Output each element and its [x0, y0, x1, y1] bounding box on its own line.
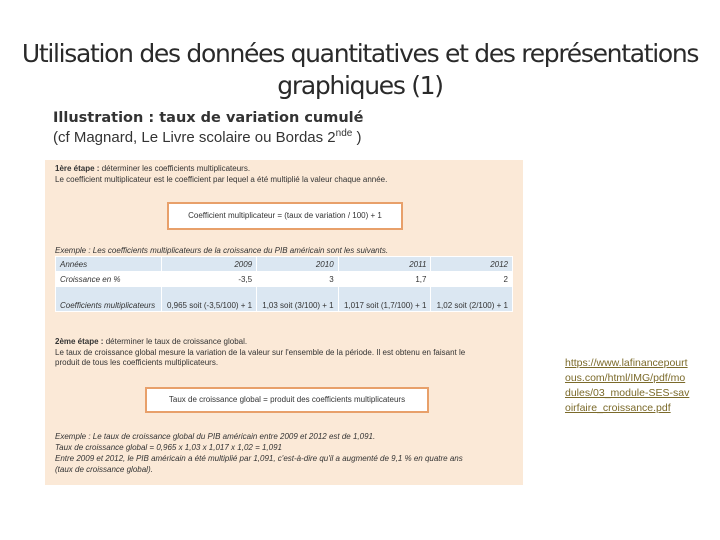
table-cell: 2010 — [257, 257, 339, 272]
source-suffix: ) — [352, 129, 362, 146]
table-cell: 2012 — [431, 257, 513, 272]
table-header-row — [56, 257, 513, 272]
table-cell: 2009 — [161, 257, 257, 272]
step2-text-line1: Le taux de croissance global mesure la variation de la valeur sur l'ensemble de la période. Il est obtenu en faisant le — [55, 348, 466, 357]
table-cell: 1,7 — [338, 272, 431, 287]
coefficients-table — [55, 256, 513, 312]
table-cell: 1,02 soit (2/100) + 1 — [431, 287, 513, 312]
step2-text-line2: produit de tous les coefficients multiplicateurs. — [55, 358, 219, 367]
step1-heading — [55, 164, 250, 174]
source-prefix: (cf Magnard, Le Livre scolaire ou Bordas 2 — [53, 129, 336, 146]
source-link[interactable]: https://www.lafinancepourtous.com/html/IMG/pdf/modules/03_module-SES-savoirfaire_croissance.pdf — [565, 357, 690, 414]
slide-title: Utilisation des données quantitatives et des représentations graphiques (1) — [21, 39, 699, 100]
step1-title-rest: déterminer les coefficients multiplicateurs. — [99, 164, 251, 173]
example2-line1: Exemple : Le taux de croissance global du PIB américain entre 2009 et 2012 est de 1,091. — [55, 432, 376, 441]
table-cell: 2 — [431, 272, 513, 287]
example2-line2: Taux de croissance global = 0,965 x 1,03 x 1,017 x 1,02 = 1,091 — [55, 443, 282, 452]
step1-text: Le coefficient multiplicateur est le coefficient par lequel a été multiplié la valeur chaque année. — [55, 175, 388, 184]
step2-title-rest: déterminer le taux de croissance global. — [103, 337, 248, 346]
illustration-heading: Illustration : taux de variation cumulé — [53, 110, 364, 126]
table-cell: Croissance en % — [56, 272, 162, 287]
step2-title: 2ème étape : — [55, 337, 104, 346]
table-cell: 1,03 soit (3/100) + 1 — [257, 287, 339, 312]
step1-title: 1ère étape : — [55, 164, 100, 173]
scanned-document-image — [45, 160, 523, 485]
table-cell: -3,5 — [161, 272, 257, 287]
illustration-caption — [53, 110, 363, 146]
table-cell: Coefficients multiplicateurs — [56, 287, 162, 312]
step2-heading — [55, 337, 247, 347]
table-row — [56, 287, 513, 312]
table-row — [56, 272, 513, 287]
table-cell: 0,965 soit (-3,5/100) + 1 — [161, 287, 257, 312]
illustration-source — [53, 128, 363, 146]
example2-line4: (taux de croissance global). — [55, 465, 153, 474]
example2-line3: Entre 2009 et 2012, le PIB américain a été multiplié par 1,091, c'est-à-dire qu'il a augmenté de 9,1 % en quatre ans — [55, 454, 463, 463]
table-cell: Années — [56, 257, 162, 272]
source-sup: nde — [335, 128, 353, 139]
formula1-box: Coefficient multiplicateur = (taux de variation / 100) + 1 — [167, 202, 403, 230]
example1-title: Exemple : Les coefficients multiplicateurs de la croissance du PIB américain sont les suivants. — [55, 246, 389, 255]
formula2-box: Taux de croissance global = produit des coefficients multiplicateurs — [145, 387, 429, 413]
table-cell: 3 — [257, 272, 339, 287]
table-cell: 2011 — [338, 257, 431, 272]
table-cell: 1,017 soit (1,7/100) + 1 — [338, 287, 431, 312]
